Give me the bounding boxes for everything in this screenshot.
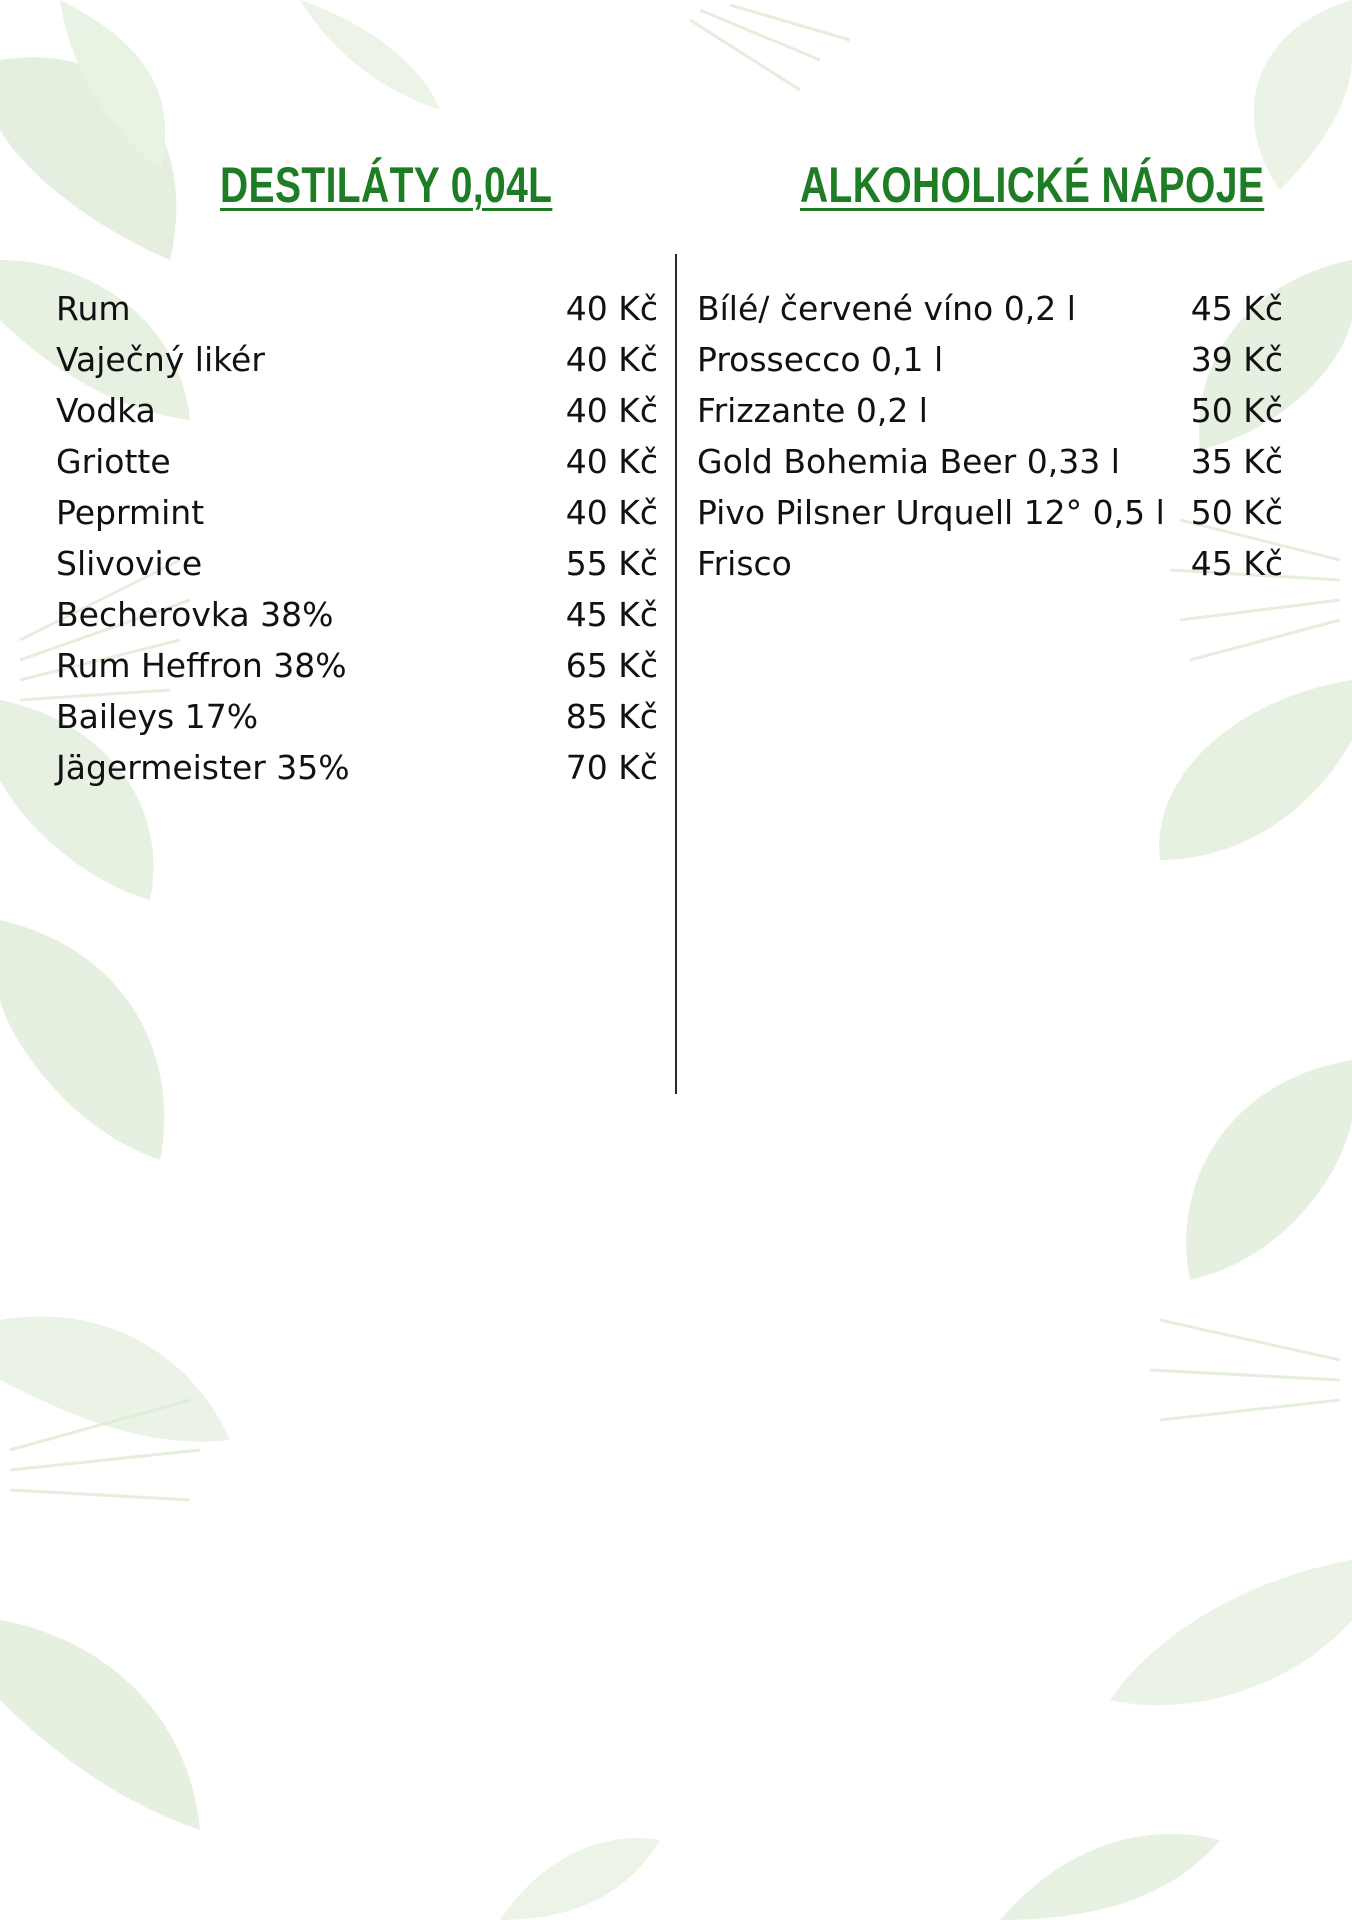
item-price: 50 Kč — [1190, 493, 1283, 532]
menu-item — [56, 742, 658, 793]
item-name: Prossecco 0,1 l — [697, 340, 944, 379]
item-price: 45 Kč — [1190, 544, 1283, 583]
menu-list-alkoholicke-napoje — [697, 283, 1283, 589]
menu-item — [697, 436, 1283, 487]
item-name: Griotte — [56, 442, 171, 481]
leaf-icon — [0, 1317, 230, 1442]
item-name: Pivo Pilsner Urquell 12° 0,5 l — [697, 493, 1165, 532]
menu-item — [56, 640, 658, 691]
leaf-icon — [0, 920, 164, 1160]
item-name: Baileys 17% — [56, 697, 259, 736]
item-price: 40 Kč — [565, 391, 658, 430]
menu-item — [56, 436, 658, 487]
item-price: 40 Kč — [565, 289, 658, 328]
leaf-icon — [300, 0, 440, 110]
leaf-icon — [0, 1620, 200, 1830]
column-divider — [675, 254, 677, 1094]
item-price: 45 Kč — [565, 595, 658, 634]
item-price: 55 Kč — [565, 544, 658, 583]
leaf-icon — [1159, 680, 1352, 860]
item-name: Frizzante 0,2 l — [697, 391, 928, 430]
menu-item — [56, 538, 658, 589]
section-title-alkoholicke-napoje: ALKOHOLICKÉ NÁPOJE — [800, 157, 1265, 213]
item-price: 39 Kč — [1190, 340, 1283, 379]
menu-item — [56, 334, 658, 385]
menu-item — [56, 385, 658, 436]
item-name: Frisco — [697, 544, 792, 583]
item-name: Peprmint — [56, 493, 205, 532]
item-price: 85 Kč — [565, 697, 658, 736]
section-title-destilaty: DESTILÁTY 0,04L — [220, 157, 553, 213]
menu-item — [56, 589, 658, 640]
item-price: 45 Kč — [1190, 289, 1283, 328]
item-name: Jägermeister 35% — [56, 748, 350, 787]
item-price: 50 Kč — [1190, 391, 1283, 430]
item-name: Rum — [56, 289, 131, 328]
leaf-icon — [1186, 1060, 1352, 1280]
item-name: Becherovka 38% — [56, 595, 334, 634]
item-price: 70 Kč — [565, 748, 658, 787]
leaf-icon — [1110, 1560, 1352, 1705]
item-name: Gold Bohemia Beer 0,33 l — [697, 442, 1120, 481]
menu-item — [697, 487, 1283, 538]
item-name: Vodka — [56, 391, 156, 430]
item-name: Slivovice — [56, 544, 203, 583]
menu-item — [697, 385, 1283, 436]
menu-item — [56, 691, 658, 742]
leaf-icon — [1000, 1834, 1220, 1920]
menu-item — [697, 538, 1283, 589]
leaf-icon — [1254, 0, 1352, 190]
menu-item — [697, 334, 1283, 385]
item-price: 40 Kč — [565, 442, 658, 481]
menu-item — [56, 487, 658, 538]
item-name: Rum Heffron 38% — [56, 646, 347, 685]
item-price: 35 Kč — [1190, 442, 1283, 481]
item-price: 40 Kč — [565, 493, 658, 532]
item-name: Bílé/ červené víno 0,2 l — [697, 289, 1076, 328]
menu-item — [697, 283, 1283, 334]
item-name: Vaječný likér — [56, 340, 265, 379]
leaf-icon — [500, 1838, 660, 1920]
item-price: 40 Kč — [565, 340, 658, 379]
item-price: 65 Kč — [565, 646, 658, 685]
menu-list-destilaty — [56, 283, 658, 793]
menu-item — [56, 283, 658, 334]
